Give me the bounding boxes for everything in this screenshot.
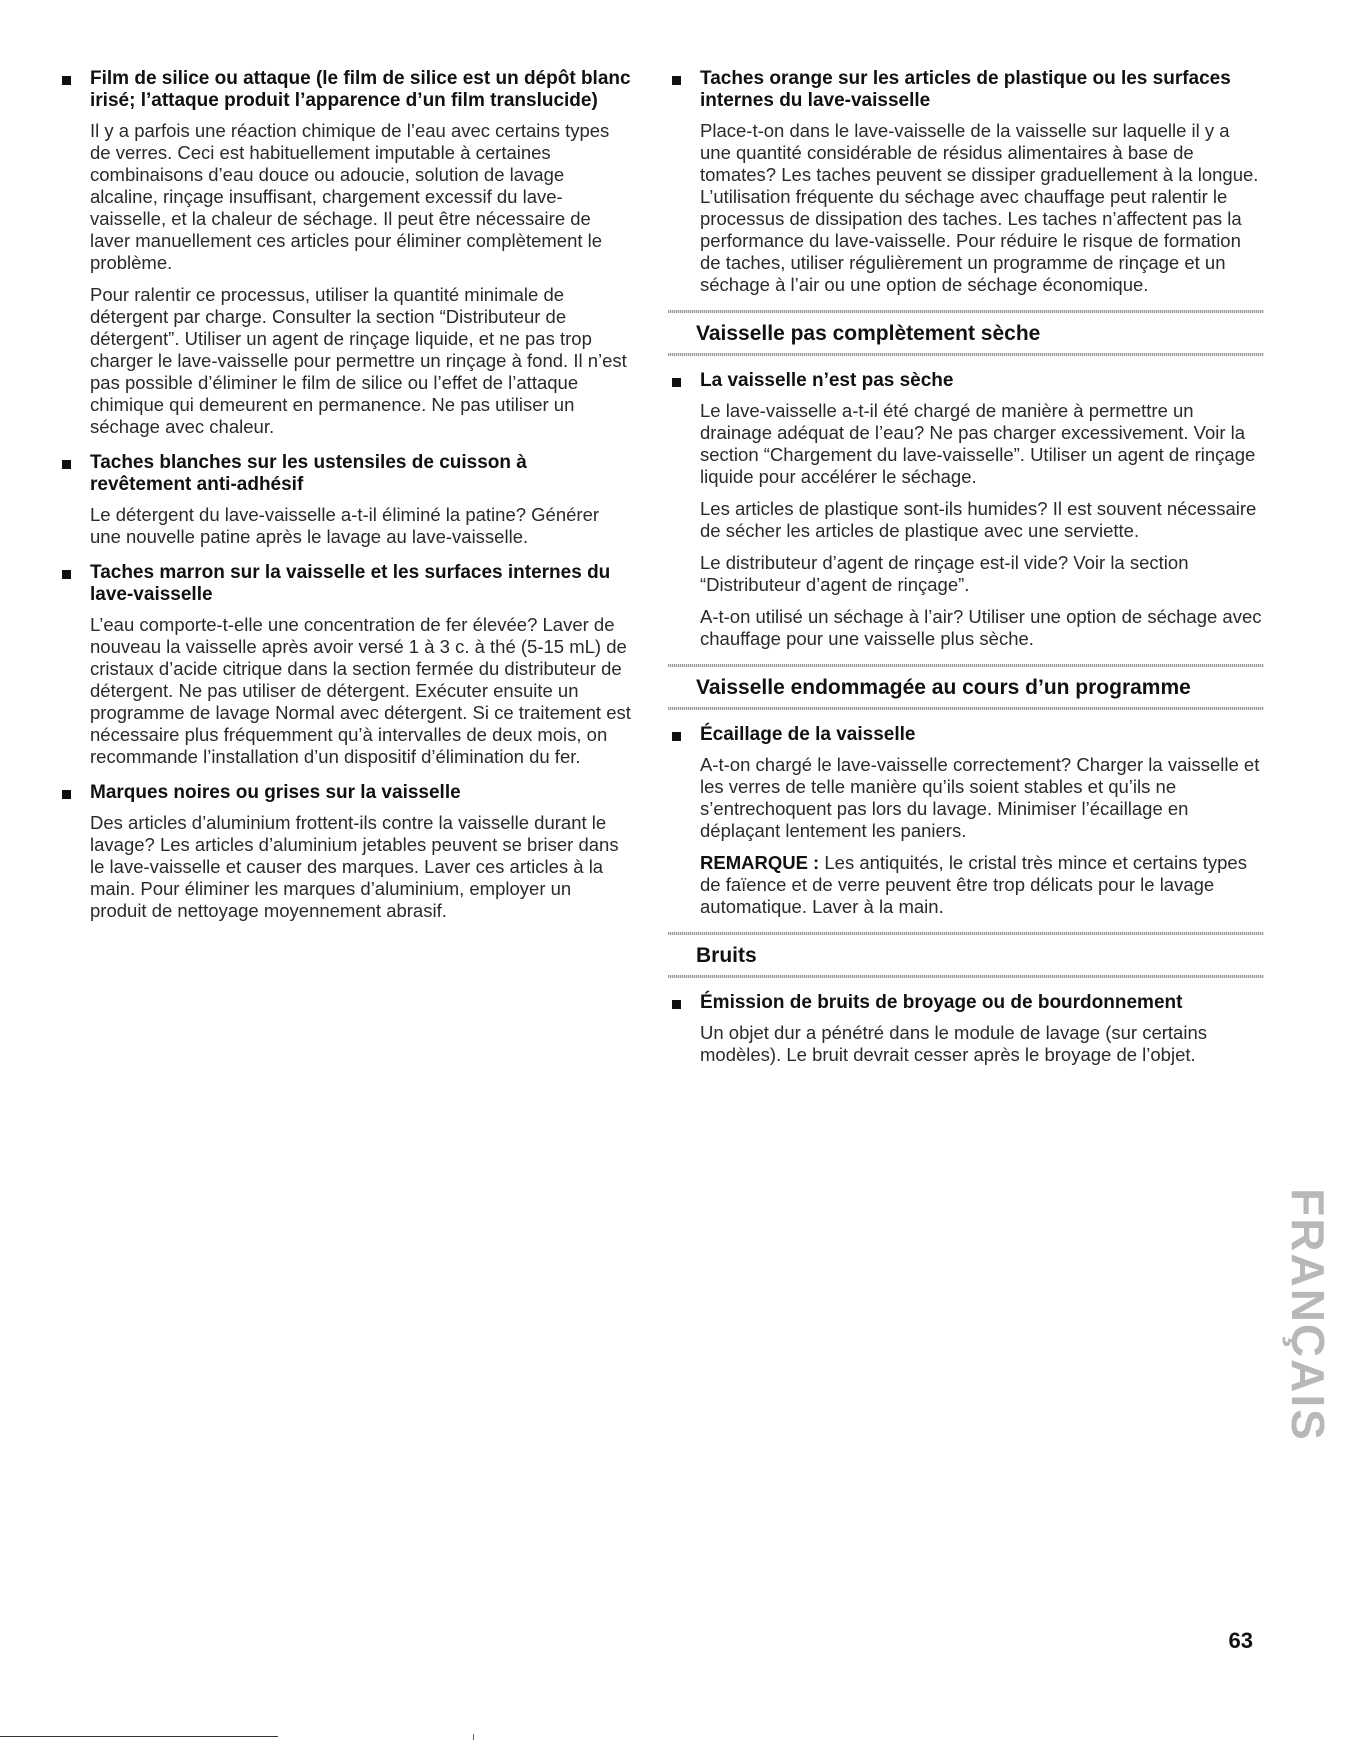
- item-heading: Film de silice ou attaque (le film de silice est un dépôt blanc irisé; l’attaque produit l’apparence d’un film translucide): [90, 68, 631, 111]
- item-black-marks: [58, 782, 632, 922]
- bullet-icon: [62, 460, 71, 469]
- section-title: Vaisselle pas complètement sèche: [696, 322, 1041, 345]
- language-tab-label: FRANÇAIS: [1282, 1188, 1334, 1442]
- page-number: 63: [1228, 1628, 1253, 1653]
- section-header-damaged: [668, 664, 1264, 710]
- footer-rule: [0, 1736, 278, 1737]
- item-paragraph: Il y a parfois une réaction chimique de l’eau avec certains types de verres. Ceci est habituellement imputable à certaines combinaisons d’eau douce ou adoucie, solution de lavage alcaline, rinçage insuffisant, chargement excessif du lave-vaisselle, et la chaleur de séchage. Il peut être nécessaire de laver manuellement ces articles pour éliminer complètement le problème.: [90, 120, 610, 273]
- item-grinding-noise: [668, 992, 1264, 1066]
- item-heading: Taches marron sur la vaisselle et les surfaces internes du lave-vaisselle: [90, 562, 611, 605]
- item-heading: Taches blanches sur les ustensiles de cuisson à revêtement anti-adhésif: [90, 452, 527, 495]
- item-paragraph: A-t-on utilisé un séchage à l’air? Utiliser une option de séchage avec chauffage pour une vaisselle plus sèche.: [700, 606, 1262, 649]
- section-title: Bruits: [696, 944, 757, 967]
- item-white-spots: [58, 452, 632, 548]
- bullet-icon: [62, 570, 71, 579]
- item-paragraph: Les articles de plastique sont-ils humides? Il est souvent nécessaire de sécher les articles de plastique avec une serviette.: [700, 498, 1257, 541]
- item-paragraph: L’eau comporte-t-elle une concentration de fer élevée? Laver de nouveau la vaisselle après avoir versé 1 à 3 c. à thé (5-15 mL) de cristaux d’acide citrique dans la section fermée du distributeur de détergent. Ne pas utiliser de détergent. Exécuter ensuite un programme de lavage Normal avec détergent. Si ce traitement est nécessaire plus fréquemment qu’à intervalles de deux mois, on recommande l’installation d’un dispositif d’élimination du fer.: [90, 614, 631, 767]
- bullet-icon: [672, 732, 681, 741]
- section-title: Vaisselle endommagée au cours d’un programme: [696, 676, 1191, 699]
- note-text: Les antiquités, le cristal très mince et certains types de faïence et de verre peuvent être trop délicats pour le lavage automatique. Laver à la main.: [700, 852, 1247, 917]
- bullet-icon: [62, 790, 71, 799]
- item-paragraph: A-t-on chargé le lave-vaisselle correctement? Charger la vaisselle et les verres de telle manière qu’ils soient stables et qu’ils ne s’entrechoquent pas lors du lavage. Minimiser l’écaillage en déplaçant lentement les paniers.: [700, 754, 1260, 841]
- item-brown-stains: [58, 562, 632, 768]
- language-side-tab: [1282, 1188, 1334, 1442]
- item-heading: Taches orange sur les articles de plastique ou les surfaces internes du lave-vaisselle: [700, 68, 1231, 111]
- item-paragraph: Le distributeur d’agent de rinçage est-il vide? Voir la section “Distributeur d’agent de rinçage”.: [700, 552, 1189, 595]
- item-paragraph: Des articles d’aluminium frottent-ils contre la vaisselle durant le lavage? Les articles d’aluminium jetables peuvent se briser dans le lave-vaisselle et causer des marques. Laver ces articles à la main. Pour éliminer les marques d’aluminium, employer un produit de nettoyage moyennement abrasif.: [90, 812, 619, 921]
- section-header-not-dry: [668, 310, 1264, 356]
- item-chipping: [668, 724, 1264, 918]
- item-silica-film: [58, 68, 632, 438]
- item-heading: Écaillage de la vaisselle: [700, 724, 916, 745]
- item-paragraph: Le lave-vaisselle a-t-il été chargé de manière à permettre un drainage adéquat de l’eau? Ne pas charger excessivement. Voir la section “Chargement du lave-vaisselle”. Utiliser un agent de rinçage liquide pour accélérer le séchage.: [700, 400, 1256, 487]
- item-not-dry: [668, 370, 1264, 650]
- item-heading: La vaisselle n’est pas sèche: [700, 370, 954, 391]
- note-paragraph: [668, 852, 1264, 918]
- bullet-icon: [672, 1000, 681, 1009]
- bullet-icon: [672, 378, 681, 387]
- item-orange-stains: [668, 68, 1264, 296]
- bullet-icon: [672, 76, 681, 85]
- right-column: [668, 68, 1264, 1080]
- left-column: [58, 68, 632, 936]
- item-paragraph: Le détergent du lave-vaisselle a-t-il éliminé la patine? Générer une nouvelle patine après le lavage au lave-vaisselle.: [90, 504, 600, 547]
- item-paragraph: Pour ralentir ce processus, utiliser la quantité minimale de détergent par charge. Consulter la section “Distributeur de détergent”. Utiliser un agent de rinçage liquide, et ne pas trop charger le lave-vaisselle pour permettre un rinçage à fond. Il n’est pas possible d’éliminer le film de silice ou l’effet de l’attaque chimique qui demeurent en permanence. Ne pas utiliser un séchage avec chaleur.: [90, 284, 627, 437]
- bullet-icon: [62, 76, 71, 85]
- item-paragraph: Un objet dur a pénétré dans le module de lavage (sur certains modèles). Le bruit devrait cesser après le broyage de l’objet.: [700, 1022, 1207, 1065]
- item-heading: Marques noires ou grises sur la vaisselle: [90, 782, 461, 803]
- item-paragraph: Place-t-on dans le lave-vaisselle de la vaisselle sur laquelle il y a une quantité considérable de résidus alimentaires à base de tomates? Les taches peuvent se dissiper graduellement à la longue. L’utilisation fréquente du séchage avec chauffage peut ralentir le processus de dissipation des taches. Les taches n’affectent pas la performance du lave-vaisselle. Pour réduire le risque de formation de taches, utiliser régulièrement un programme de rinçage et un séchage à l’air ou une option de séchage économique.: [700, 120, 1259, 295]
- note-label: REMARQUE :: [700, 852, 820, 873]
- section-header-noise: [668, 932, 1264, 978]
- item-heading: Émission de bruits de broyage ou de bourdonnement: [700, 992, 1183, 1013]
- footer-tick: [473, 1734, 474, 1740]
